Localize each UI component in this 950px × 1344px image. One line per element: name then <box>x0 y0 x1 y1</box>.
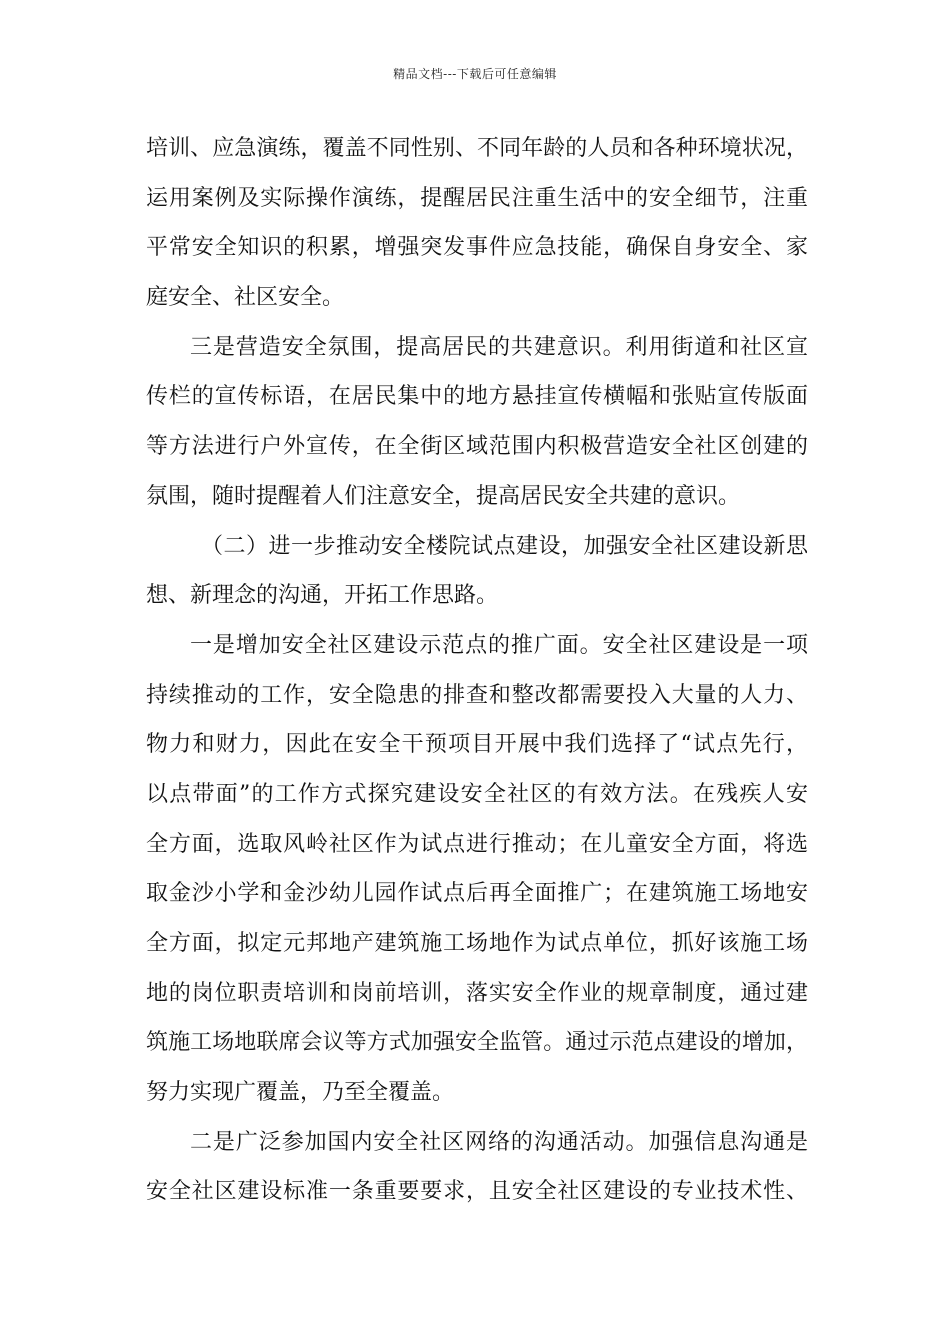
text-line: 庭安全、社区安全。 <box>146 285 345 311</box>
text-line: 安全社区建设标准一条重要要求，且安全社区建设的专业技术性、 <box>146 1179 808 1205</box>
text-line: 传栏的宣传标语，在居民集中的地方悬挂宣传横幅和张贴宣传版面 <box>146 384 808 410</box>
text-line: 取金沙小学和金沙幼儿园作试点后再全面推广；在建筑施工场地安 <box>146 881 808 907</box>
text-line: 地的岗位职责培训和岗前培训，落实安全作业的规章制度，通过建 <box>146 980 808 1006</box>
text-line: 筑施工场地联席会议等方式加强安全监管。通过示范点建设的增加， <box>146 1030 808 1056</box>
text-line: 二是广泛参加国内安全社区网络的沟通活动。加强信息沟通是 <box>190 1129 808 1155</box>
text-line: （二）进一步推动安全楼院试点建设，加强安全社区建设新思 <box>201 533 808 559</box>
text-line: 持续推动的工作，安全隐患的排查和整改都需要投入大量的人力、 <box>146 682 808 708</box>
text-line: 等方法进行户外宣传，在全街区域范围内积极营造安全社区创建的 <box>146 434 808 460</box>
text-line: 运用案例及实际操作演练，提醒居民注重生活中的安全细节，注重 <box>146 185 808 211</box>
text-line: 全方面，选取风岭社区作为试点进行推动；在儿童安全方面，将选 <box>146 831 808 857</box>
text-line: 一是增加安全社区建设示范点的推广面。安全社区建设是一项 <box>190 632 808 658</box>
text-line: 平常安全知识的积累，增强突发事件应急技能，确保自身安全、家 <box>146 235 808 261</box>
text-line: 以点带面”的工作方式探究建设安全社区的有效方法。在残疾人安 <box>146 781 808 807</box>
text-line: 培训、应急演练，覆盖不同性别、不同年龄的人员和各种环境状况， <box>146 136 808 161</box>
text-line: 全方面，拟定元邦地产建筑施工场地作为试点单位，抓好该施工场 <box>146 931 808 956</box>
text-line: 想、新理念的沟通，开拓工作思路。 <box>146 583 499 609</box>
text-line: 氛围，随时提醒着人们注意安全，提高居民安全共建的意识。 <box>146 483 741 509</box>
text-line: 物力和财力，因此在安全干预项目开展中我们选择了“试点先行， <box>146 732 808 758</box>
text-line: 努力实现广覆盖，乃至全覆盖。 <box>146 1080 455 1106</box>
page-header: 精品文档---下载后可任意编辑 <box>393 67 557 81</box>
text-line: 三是营造安全氛围，提高居民的共建意识。利用街道和社区宣 <box>190 334 808 360</box>
document-body <box>146 124 808 1217</box>
